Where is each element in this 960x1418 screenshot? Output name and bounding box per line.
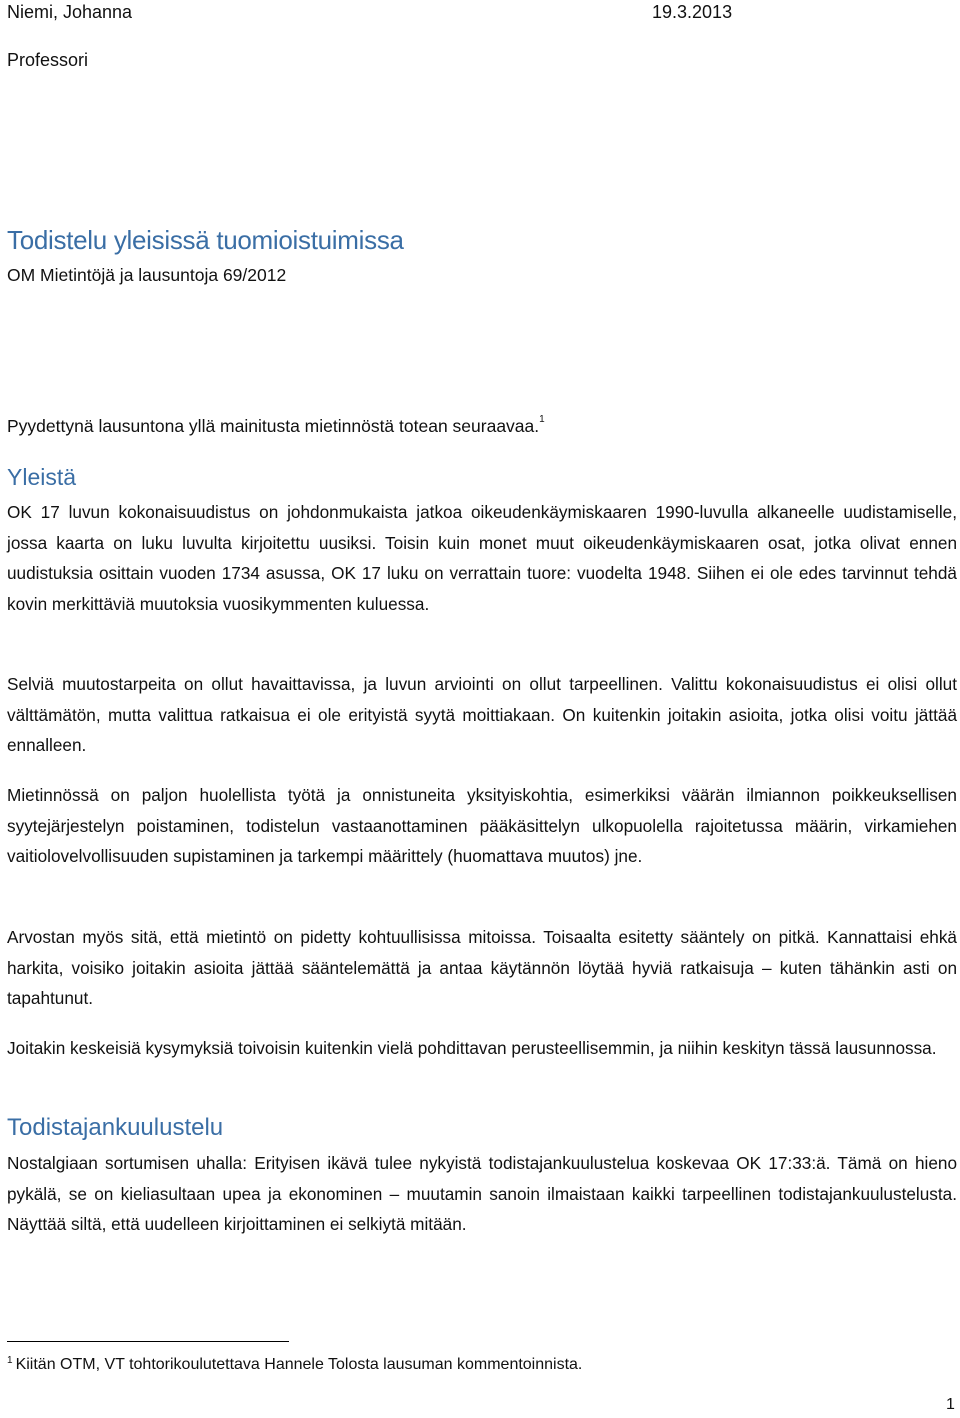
- author-name: Niemi, Johanna: [7, 2, 133, 22]
- paragraph-general-4: Arvostan myös sitä, että mietintö on pidetty kohtuullisissa mitoissa. Toisaalta esitetty sääntely on pitkä. Kannattaisi ehkä harkita, voisiko joitakin asioita jättää sääntelemättä ja antaa käytännön löytää hyviä ratkaisuja – kuten tähänkin asti on tapahtunut.: [7, 927, 957, 1008]
- paragraph-witness-1: Nostalgiaan sortumisen uhalla: Erityisen ikävä tulee nykyistä todistajankuulustelua koskevaa OK 17:33:ä. Tämä on hieno pykälä, se on kieliasultaan upea ja ekonominen – muutamin sanoin ilmaistaan kaikki tarpeellinen todistajankuulustelusta. Näyttää siltä, että uudelleen kirjoittaminen ei selkiytä mitään.: [7, 1153, 957, 1234]
- intro-text: Pyydettynä lausuntona yllä mainitusta mietinnöstä totean seuraavaa.: [7, 416, 540, 436]
- section-heading-witness: Todistajankuulustelu: [7, 1114, 224, 1141]
- footnote-text: Kiitän OTM, VT tohtorikoulutettava Hannele Tolosta lausuman kommentoinnista.: [15, 1356, 583, 1373]
- footnote-mark: 1: [7, 1355, 13, 1366]
- paragraph-general-2: Selviä muutostarpeita on ollut havaittavissa, ja luvun arviointi on ollut tarpeellinen. Valittu kokonaisuudistus ei olisi ollut välttämätön, mutta valittua ratkaisua ei ole erityistä syytä moittiakaan. On kuitenkin joitakin asioita, jotka olisi voitu jättää ennalleen.: [7, 674, 957, 755]
- footnote: [7, 1355, 582, 1374]
- document-title: Todistelu yleisissä tuomioistuimissa: [7, 225, 404, 255]
- paragraph-general-3: Mietinnössä on paljon huolellista työtä ja onnistuneita yksityiskohtia, esimerkiksi väärän ilmiannon poikkeuksellisen syytejärjestelyn poistaminen, todistelun vastaanottaminen pääkäsittelyn ulkopuolella rajoitetussa määrin, virkamiehen vaitiolovelvollisuuden supistaminen ja tarkempi määrittely (huomattava muutos) jne.: [7, 785, 957, 866]
- author-role: Professori: [7, 50, 89, 70]
- document-subtitle: OM Mietintöjä ja lausuntoja 69/2012: [7, 265, 287, 285]
- paragraph-general-1: OK 17 luvun kokonaisuudistus on johdonmukaista jatkoa oikeudenkäymiskaaren 1990-luvulla alkaneelle uudistamiselle, jossa kaarta on luku luvulta kirjoitettu uusiksi. Toisin kuin monet muut oikeudenkäymiskaaren osat, jotka olivat ennen uudistuksia osittain vuoden 1734 asussa, OK 17 luku on verrattain tuore: vuodelta 1948. Siihen ei ole edes tarvinnut tehdä kovin merkittäviä muutoksia vuosikymmenten kuluessa.: [7, 502, 957, 614]
- document-date: 19.3.2013: [652, 2, 733, 22]
- section-heading-general: Yleistä: [7, 464, 77, 490]
- footnote-reference[interactable]: 1: [539, 414, 545, 425]
- page-number: 1: [946, 1396, 955, 1413]
- paragraph-general-5: Joitakin keskeisiä kysymyksiä toivoisin kuitenkin vielä pohdittavan perusteellisemmin, ja niihin keskityn tässä lausunnossa.: [7, 1038, 937, 1058]
- intro-sentence: [7, 414, 545, 437]
- footnote-divider: [7, 1341, 289, 1342]
